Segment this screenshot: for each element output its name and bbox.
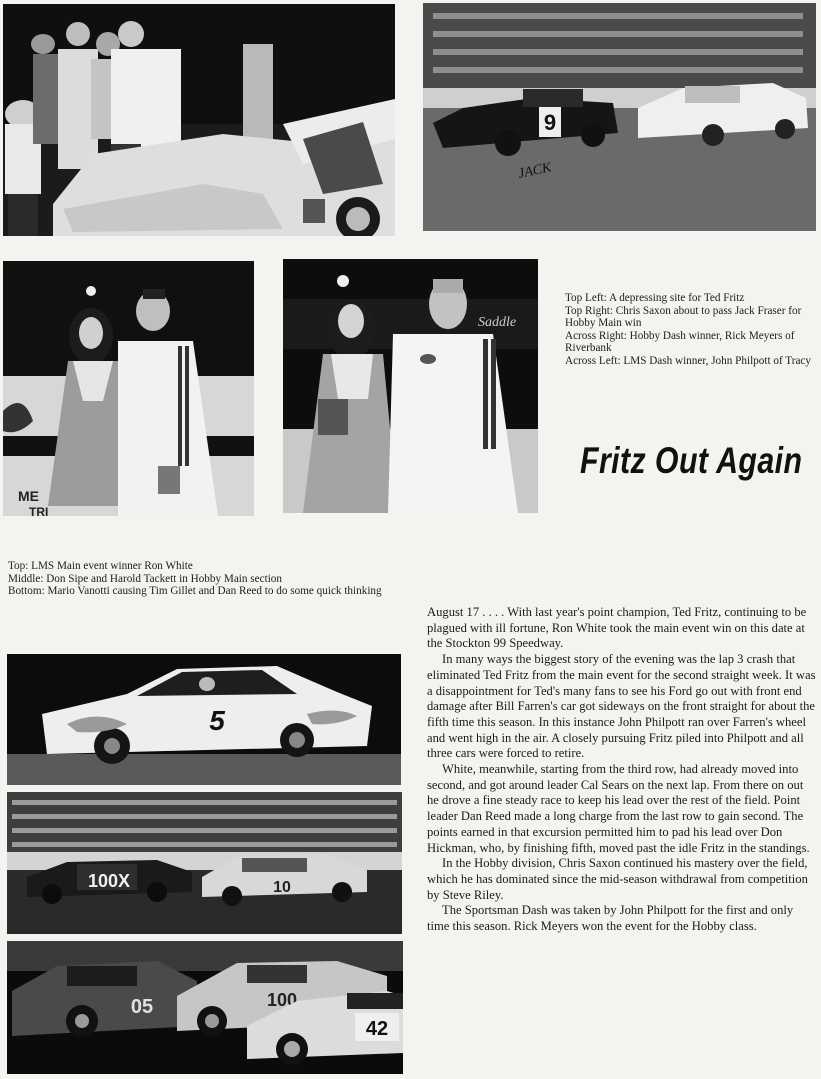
photo-bottom-three-cars	[7, 941, 403, 1074]
car-number-9: 9	[543, 110, 557, 135]
caption-middle: Middle: Don Sipe and Harold Tackett in Hobby Main section	[8, 572, 282, 585]
photo-across-right-hobby-dash	[283, 259, 538, 513]
caption-bottom: Bottom: Mario Vanotti causing Tim Gillet and Dan Reed to do some quick thinking	[8, 585, 382, 598]
banner-text-left: ME	[18, 488, 39, 504]
article-paragraph: The Sportsman Dash was taken by John Philpott for the first and only time this season. Rick Meyers won the event for the Hobby class.	[427, 903, 794, 934]
caption-across-right: Across Right: Hobby Dash winner, Rick Meyers of Riverbank	[565, 329, 795, 355]
car-number-42: 42	[365, 1018, 389, 1040]
car-number-10: 10	[273, 879, 291, 896]
article-paragraph: White, meanwhile, starting from the third row, had already moved into second, and got around leader Cal Sears on the next lap. From there on out he drove a fine steady race to keep his lead over the rest of the field. Point leader Dan Reed made a long charge from the last row to gain second. The points earned in that excursion permitted him to pad his lead over Don Hickman, who, by finishing fifth, moved past the idle Fritz in the standings.	[427, 762, 810, 855]
caption-across-left: Across Left: LMS Dash winner, John Philpott of Tracy	[565, 354, 811, 367]
photo-top-left-crash	[3, 4, 395, 236]
photo-hobby-main-section	[7, 792, 402, 934]
article-paragraph: In many ways the biggest story of the evening was the lap 3 crash that eliminated Ted Fritz from the main event for the second straight week. It was a disappointment for Ted's many fans to see his Ford go out with front end damage after Bill Farren's car got sideways on the front straight for about the fifth time this season. In this instance John Philpott ran over Farren's wheel and went high in the air. A closely pursuing Fritz piled into Philpott and all three cars were forced to retire.	[427, 652, 816, 761]
caption-top: Top: LMS Main event winner Ron White	[8, 560, 193, 572]
photo-lms-main-winner-car	[7, 654, 401, 785]
car-number-100x: 100X	[87, 871, 131, 891]
article-paragraph: August 17 . . . . With last year's point champion, Ted Fritz, continuing to be plagued with ill fortune, Ron White took the main event win on this date at the Stockton 99 Speedway.	[427, 605, 807, 651]
article-paragraph: In the Hobby division, Chris Saxon continued his mastery over the field, which he has dominated since the mid-season withdrawal from competition by Steve Riley.	[427, 856, 808, 902]
banner-text-right: Saddle	[478, 315, 517, 330]
autograph: JACK	[516, 160, 553, 182]
car-number-05: 05	[130, 996, 154, 1018]
photo-captions-left	[8, 560, 413, 598]
caption-top-right: Top Right: Chris Saxon about to pass Jack Fraser for Hobby Main win	[565, 304, 802, 330]
banner-text-left-2: TRI	[29, 505, 49, 516]
car-number-5: 5	[209, 705, 225, 736]
car-number-100: 100	[266, 990, 298, 1010]
article-body	[427, 605, 817, 935]
photo-captions-right	[565, 292, 817, 368]
article-headline: Fritz Out Again	[580, 440, 803, 481]
caption-top-left: Top Left: A depressing site for Ted Fritz	[565, 292, 745, 304]
photo-top-right-hobby-race	[423, 3, 816, 231]
photo-across-left-lms-dash	[3, 261, 254, 516]
